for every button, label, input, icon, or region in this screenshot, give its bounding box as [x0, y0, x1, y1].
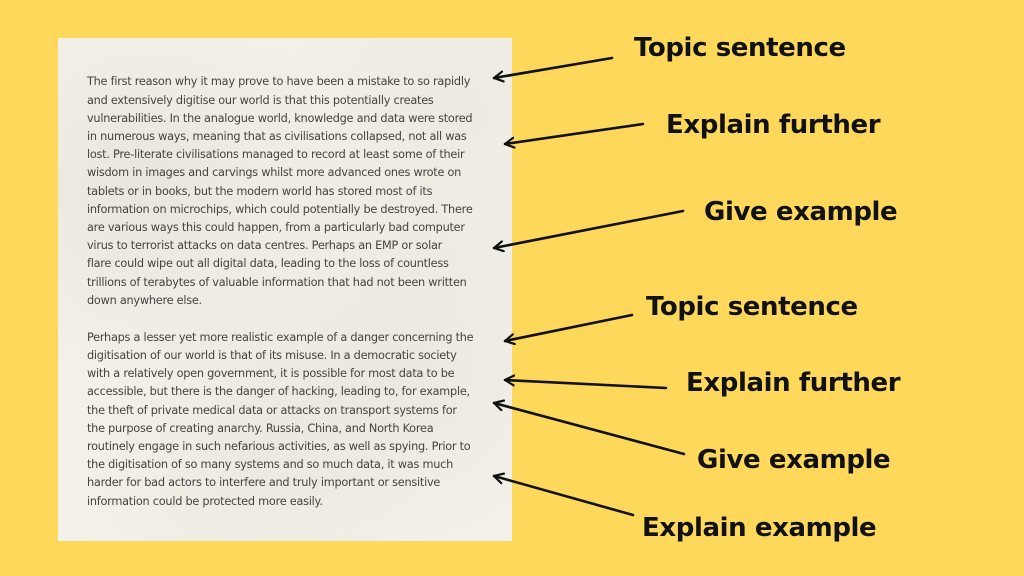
arrow-explain-further-2	[505, 380, 666, 388]
label-topic-sentence-1: Topic sentence	[634, 33, 846, 63]
paragraph-1-line-7: tablets or in books, but the modern world has stored most of its	[87, 185, 433, 198]
paragraph-1-line-1: The first reason why it may prove to have been a mistake to so rapidly	[87, 75, 471, 88]
paragraph-2-line-7: routinely engage in such nefarious activities, as well as spying. Prior to	[87, 440, 471, 453]
paragraph-2-line-10: information could be protected more easily.	[87, 495, 323, 508]
paragraph-2-line-2: digitisation of our world is that of its misuse. In a democratic society	[87, 349, 457, 362]
paragraph-1-line-2: and extensively digitise our world is that this potentially creates	[87, 94, 434, 107]
paragraph-1-line-4: in numerous ways, meaning that as civilisations collapsed, not all was	[87, 130, 467, 143]
label-explain-further-1: Explain further	[666, 110, 881, 140]
paragraph-1-line-3: vulnerabilities. In the analogue world, knowledge and data were stored	[87, 112, 473, 125]
paragraph-2-line-8: the digitisation of so many systems and so much data, it was much	[87, 458, 453, 471]
label-explain-example: Explain example	[642, 513, 877, 543]
paragraph-1-line-9: are various ways this could happen, from a particularly bad computer	[87, 221, 465, 234]
paragraph-1-line-10: virus to terrorist attacks on data centres. Perhaps an EMP or solar	[87, 239, 443, 252]
arrow-topic-sentence-2	[505, 315, 632, 341]
paragraph-2-line-6: the purpose of creating anarchy. Russia, China, and North Korea	[87, 422, 434, 435]
paragraph-1-line-11: flare could wipe out all digital data, leading to the loss of countless	[87, 257, 449, 270]
paragraph-2-line-4: accessible, but there is the danger of hacking, leading to, for example,	[87, 385, 470, 398]
paragraph-1-line-6: wisdom in images and carvings whilst more advanced ones wrote on	[87, 166, 462, 179]
paragraph-2-line-3: with a relatively open government, it is possible for most data to be	[87, 367, 455, 380]
label-topic-sentence-2: Topic sentence	[646, 292, 858, 322]
label-explain-further-2: Explain further	[686, 368, 901, 398]
arrow-explain-example	[494, 476, 633, 515]
arrow-explain-further-1	[505, 124, 643, 144]
paragraph-1-line-13: down anywhere else.	[87, 294, 202, 307]
arrow-give-example-1	[494, 211, 683, 248]
label-give-example-1: Give example	[704, 197, 898, 227]
paragraph-1-line-12: trillions of terabytes of valuable information that had not been written	[87, 276, 467, 289]
arrow-give-example-2	[494, 403, 684, 454]
paragraph-2-line-1: Perhaps a lesser yet more realistic example of a danger concerning the	[87, 331, 474, 344]
essay-paper	[58, 38, 512, 541]
paragraph-2-line-9: harder for bad actors to interfere and truly important or sensitive	[87, 476, 441, 489]
paragraph-1-line-5: lost. Pre-literate civilisations managed to record at least some of their	[87, 148, 465, 161]
paragraph-1-line-8: information on microchips, which could potentially be destroyed. There	[87, 203, 473, 216]
label-give-example-2: Give example	[697, 445, 891, 475]
paragraph-2-line-5: the theft of private medical data or attacks on transport systems for	[87, 404, 457, 417]
